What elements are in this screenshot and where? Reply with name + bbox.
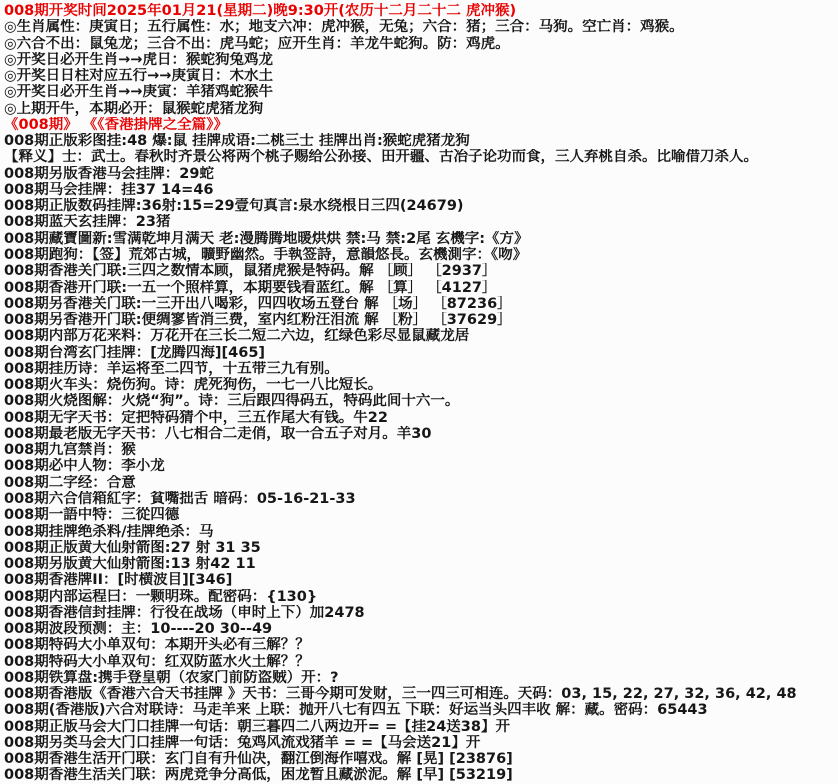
text-line: 【释义】士：武士。春秋时齐景公将两个桃子赐给公孙接、田开疆、古冶子论功而食，三人弃桃自杀。比喻借刀杀人。 bbox=[4, 149, 758, 166]
text-line: 008期蓝天玄挂牌：23猪 bbox=[4, 214, 171, 231]
text-line: 008期内部运程曰：一颗明珠。配密码：{130} bbox=[4, 588, 318, 605]
text-line: 008期香港生活开门联：玄门自有升仙决，翻江倒海作嘻戏。解 [晃] [23876] bbox=[4, 751, 513, 768]
text-line: 008期特码大小单双句：本期开头必有三解？？ bbox=[4, 637, 310, 654]
text-line: 008期波段预测：主：10----20 30--49 bbox=[4, 621, 273, 638]
text-line: ◎生肖属性：庚寅日；五行属性：水；地支六冲：虎冲猴，无兔；六合：猪；三合：马狗。空亡肖：鸡猴。 bbox=[4, 19, 684, 36]
text-line: 008期正版黄大仙射箭图:27 射 31 35 bbox=[4, 539, 261, 556]
text-line: 008期香港信封挂牌：行役在战场（申时上下）加2478 bbox=[4, 604, 365, 621]
text-line: 008期香港关门联:三四之数情本顾，鼠猪虎猴是特码。解 ［顾］ ［2937］ bbox=[4, 263, 497, 280]
text-line: 008期二字经：合意 bbox=[4, 474, 136, 491]
text-line: 008期香港版《香港六合天书挂牌 》天书：三哥今期可发财，三一四三可相连。天码：03, 15, 22, 27, 32, 36, 42, 48 bbox=[4, 686, 797, 703]
text-line: 008期台湾玄门挂牌：[龙腾四海][465] bbox=[4, 344, 266, 361]
text-line: ◎开奖日日柱对应五行→→庚寅日：木水土 bbox=[4, 68, 273, 85]
text-line: 008期必中人物：李小龙 bbox=[4, 458, 165, 475]
text-line: 008期另香港开门联:便绸寥皆消三费，室内红粉汪泪流 解 ［粉］ ［37629］ bbox=[4, 312, 512, 329]
text-line: ◎开奖日必开生肖→→虎日：猴蛇狗兔鸡龙 bbox=[4, 51, 273, 68]
text-line: 008期另香港关门联:一三开出八喝彩，四四收场五登台 解 ［场］ ［87236］ bbox=[4, 295, 512, 312]
text-line: 008期铁算盘:携手登皇朝（农家门前防盗贼）开：? bbox=[4, 669, 339, 686]
text-line: 008期(香港版)六合对联诗：马走羊来 上联：抛开八七有四五 下联：好运当头四丰收 解：藏。密码：65443 bbox=[4, 702, 708, 719]
text-line: 008期内部万花来料：万花开在三长二短二六边，红绿色彩尽显鼠藏龙居 bbox=[4, 328, 470, 345]
text-line: ◎上期开牛，本期必开：鼠猴蛇虎猪龙狗 bbox=[4, 100, 264, 117]
text-line: ◎开奖日必开生肖→→庚寅：羊猪鸡蛇猴牛 bbox=[4, 84, 273, 101]
text-line: 008期挂牌绝杀料/挂牌绝杀：马 bbox=[4, 523, 214, 540]
text-line: 008期跑狗：【签】荒郊古城，曠野幽然。手執签詩，意韻悠長。玄機測字：《吻》 bbox=[4, 246, 528, 263]
text-line: 008期香港开门联:一五一个照样算，本期要钱看蓝红。解 ［算］ ［4127］ bbox=[4, 279, 497, 296]
text-line: 008期火车头：烧伤狗。诗：虎死狗伤，一七一八比短长。 bbox=[4, 377, 383, 394]
text-line: 008期正版马会大门口挂牌一句话：朝三暮四二八两边开= =【挂24送38】开 bbox=[4, 718, 510, 735]
text-line: 008期香港生活关门联：两虎竞争分高低，困龙暂且藏淤泥。解 [早] [53219] bbox=[4, 767, 513, 784]
text-line: 008期正版数码挂牌:36射:15=29壹句真言:泉水绕根日三四(24679) bbox=[4, 198, 464, 215]
text-line: ◎六合不出：鼠兔龙；三合不出：虎马蛇；应开生肖：羊龙牛蛇狗。防：鸡虎。 bbox=[4, 35, 510, 52]
text-line: 008期另版香港马会挂牌：29蛇 bbox=[4, 165, 214, 182]
text-line: 008期最老版无字天书：八七相合二走俏，取一合五子对月。羊30 bbox=[4, 425, 432, 442]
text-line: 008期九宫禁肖：猴 bbox=[4, 442, 136, 459]
text-line: 008期藏寶圖新:雪满乾坤月满天 老:漫腾腾地暖烘烘 禁:马 禁:2尾 玄機字:《方》 bbox=[4, 230, 529, 247]
highlight-text-line: 《008期》 《《香港掛牌之全篇》》 bbox=[4, 116, 228, 133]
text-line: 008期正版彩图挂:48 爆:鼠 挂牌成语:二桃三士 挂牌出肖:猴蛇虎猪龙狗 bbox=[4, 133, 470, 150]
text-lines-container bbox=[4, 3, 838, 784]
text-line: 008期无字天书：定把特码猜个中，三五作尾大有钱。牛22 bbox=[4, 409, 388, 426]
text-line: 008期香港牌II：[时横波目][346] bbox=[4, 572, 233, 589]
text-line: 008期马会挂牌：挂37 14=46 bbox=[4, 181, 214, 198]
text-line: 008期特码大小单双句：红双防蓝水火土解？？ bbox=[4, 653, 310, 670]
text-line: 008期另版黄大仙射箭图:13 射42 11 bbox=[4, 556, 256, 573]
text-line: 008期火烧图解：火烧“狗”。诗：三后跟四得码五，特码此间十六一。 bbox=[4, 393, 460, 410]
highlight-text-line: 008期开奖时间2025年01月21(星期二)晚9:30开(农历十二月二十二 虎冲猴) bbox=[4, 3, 517, 19]
text-line: 008期另类马会大门口挂牌一句话：兔鸡风流戏猪羊 = =【马会送21】开 bbox=[4, 734, 481, 751]
text-line: 008期一語中特：三從四德 bbox=[4, 507, 180, 524]
text-line: 008期六合信箱紅字：貧嘴拙舌 暗码：05-16-21-33 bbox=[4, 490, 356, 507]
text-line: 008期挂历诗：羊运将至二四节，十五带三九有别。 bbox=[4, 360, 339, 377]
